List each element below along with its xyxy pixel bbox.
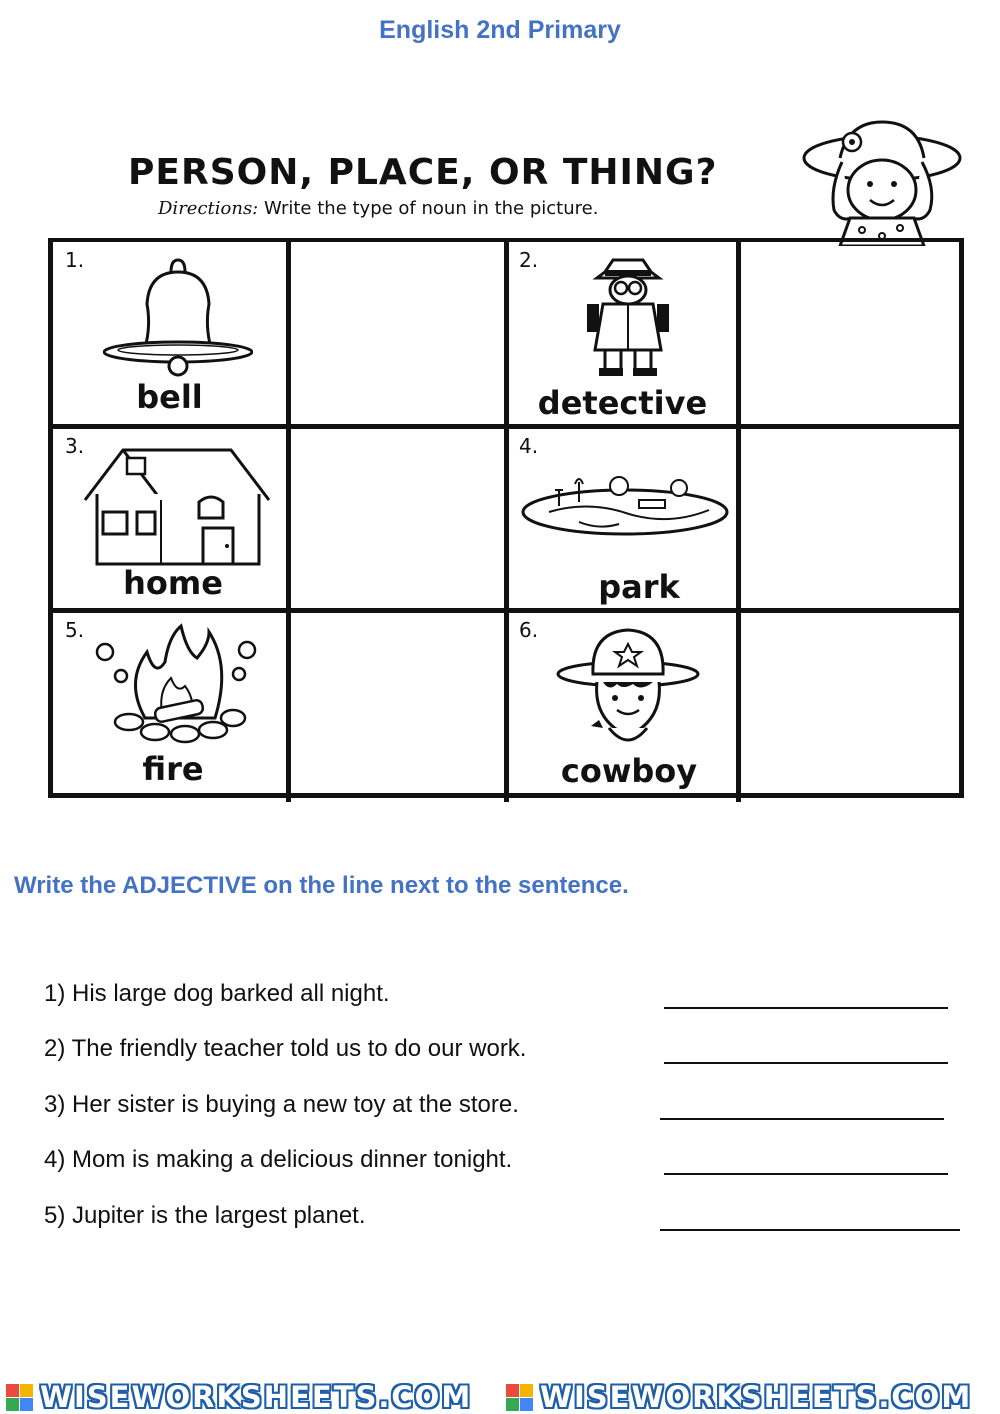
answer-line-4[interactable]	[664, 1173, 948, 1175]
answer-box[interactable]	[741, 613, 959, 793]
footer-branding	[0, 1378, 1000, 1413]
house-icon	[81, 442, 273, 568]
cell-number: 2.	[519, 248, 539, 272]
answer-box[interactable]	[291, 242, 504, 424]
answer-box[interactable]	[741, 429, 959, 608]
worksheet-directions	[158, 198, 598, 219]
sentence-1: 1) His large dog barked all night.	[44, 980, 390, 1007]
park-icon	[519, 470, 731, 542]
cell-word: cowboy	[560, 752, 698, 790]
cell-word: bell	[136, 378, 203, 416]
sentence-2: 2) The friendly teacher told us to do our work.	[44, 1035, 527, 1062]
cell-number: 4.	[519, 434, 539, 458]
answer-box[interactable]	[291, 613, 504, 793]
cell-word: home	[123, 564, 223, 602]
sentence-5: 5) Jupiter is the largest planet.	[44, 1202, 366, 1229]
adjective-heading: Write the ADJECTIVE on the line next to the sentence.	[14, 872, 629, 899]
answer-box[interactable]	[741, 242, 959, 424]
cell-number: 3.	[65, 434, 85, 458]
brand-text: WISEWORKSHEETS.COM	[40, 1380, 473, 1414]
cell-word: park	[598, 568, 680, 606]
answer-line-1[interactable]	[664, 1007, 948, 1009]
directions-label: Directions:	[158, 198, 259, 219]
cell-word: fire	[142, 750, 204, 788]
cell-word: detective	[537, 384, 708, 422]
girl-with-hat-icon	[800, 118, 970, 246]
logo-squares-icon	[6, 1384, 34, 1412]
cell-number: 1.	[65, 248, 85, 272]
answer-box[interactable]	[291, 429, 504, 608]
answer-line-2[interactable]	[664, 1062, 948, 1064]
cowboy-icon	[553, 624, 703, 752]
directions-text: Write the type of noun in the picture.	[263, 198, 599, 219]
grid-divider	[504, 242, 509, 802]
noun-grid	[48, 238, 964, 798]
page-header-title: English 2nd Primary	[379, 16, 621, 44]
sentence-4: 4) Mom is making a delicious dinner tonight.	[44, 1146, 513, 1173]
campfire-icon	[85, 622, 269, 748]
worksheet-title: PERSON, PLACE, OR THING?	[128, 152, 718, 193]
answer-line-3[interactable]	[660, 1118, 944, 1120]
bell-icon	[103, 254, 253, 380]
cell-number: 5.	[65, 618, 85, 642]
answer-line-5[interactable]	[660, 1229, 960, 1231]
grid-divider	[53, 793, 959, 798]
logo-squares-icon	[506, 1384, 534, 1412]
sentence-3: 3) Her sister is buying a new toy at the store.	[44, 1091, 519, 1118]
cell-number: 6.	[519, 618, 539, 642]
detective-icon	[583, 254, 673, 378]
brand-text: WISEWORKSHEETS.COM	[540, 1380, 973, 1414]
